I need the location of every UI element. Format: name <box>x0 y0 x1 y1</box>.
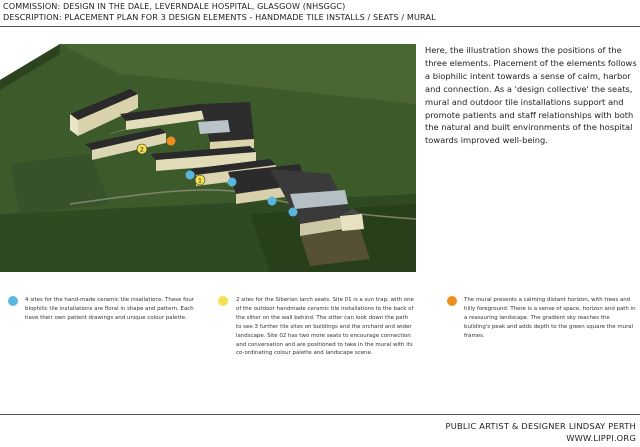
orange-dot-icon <box>447 296 457 306</box>
legend-tile-installations: 4 sites for the hand-made ceramic tile insallations. These four biophilic tile installations are floral in shape and pattern. Each have their own patient drawings and unique colour palette. <box>25 297 194 321</box>
website-link[interactable]: WWW.LIPPI.ORG <box>566 433 636 443</box>
tile-site-a <box>186 171 195 180</box>
description-heading: DESCRIPTION: PLACEMENT PLAN FOR 3 DESIGN ELEMENTS - HANDMADE TILE INSTALLS / SEATS / MURAL <box>3 12 436 22</box>
seat-site-01-label: 1 <box>197 176 203 185</box>
blue-dot-icon <box>8 296 18 306</box>
top-divider <box>0 26 640 27</box>
tile-site-c <box>268 197 277 206</box>
yellow-dot-icon <box>218 296 228 306</box>
tile-site-d <box>289 208 298 217</box>
artist-credit: PUBLIC ARTIST & DESIGNER LINDSAY PERTH <box>445 421 636 431</box>
bottom-divider <box>0 414 640 415</box>
intro-paragraph: Here, the illustration shows the positions of the three elements. Placement of the elements follows a biophilic intent towards a sense of calm, harbor and connection. As a 'design collective' the seats, mural and outdoor tile installations support and promote patients and staff relationships with both the natural and built environments of the hospital towards improved well-being. <box>425 45 637 146</box>
legend-larch-seats: 2 sites for the Siberian larch seats. Site 01 is a sun trap, with one of the outdoor handmade ceramic tile installations to the back of the sitter on the wall behind. The sitter can look down the path to see 3 further tile sites on buildings and the orchard and wider landscape. Site 02 has two more seats to encourage connection and conversation and are positioned to take in the mural with its co-ordinating colour palette and landscape scene. <box>236 297 414 357</box>
legend-mural: The mural presents a calming distant horizon, with trees and hilly foreground. There is a sense of space, horizon and path in a reassuring landscape. The gradient sky reaches the building's peak and adds depth to the green square the mural frames. <box>464 297 636 339</box>
seat-site-02-label: 2 <box>139 145 145 154</box>
tile-site-b <box>228 178 237 187</box>
aerial-site-map <box>0 44 416 273</box>
mural-site-orange <box>167 137 176 146</box>
commission-heading: COMMISSION: DESIGN IN THE DALE, LEVERNDALE HOSPITAL, GLASGOW (NHSGGC) <box>3 1 346 11</box>
